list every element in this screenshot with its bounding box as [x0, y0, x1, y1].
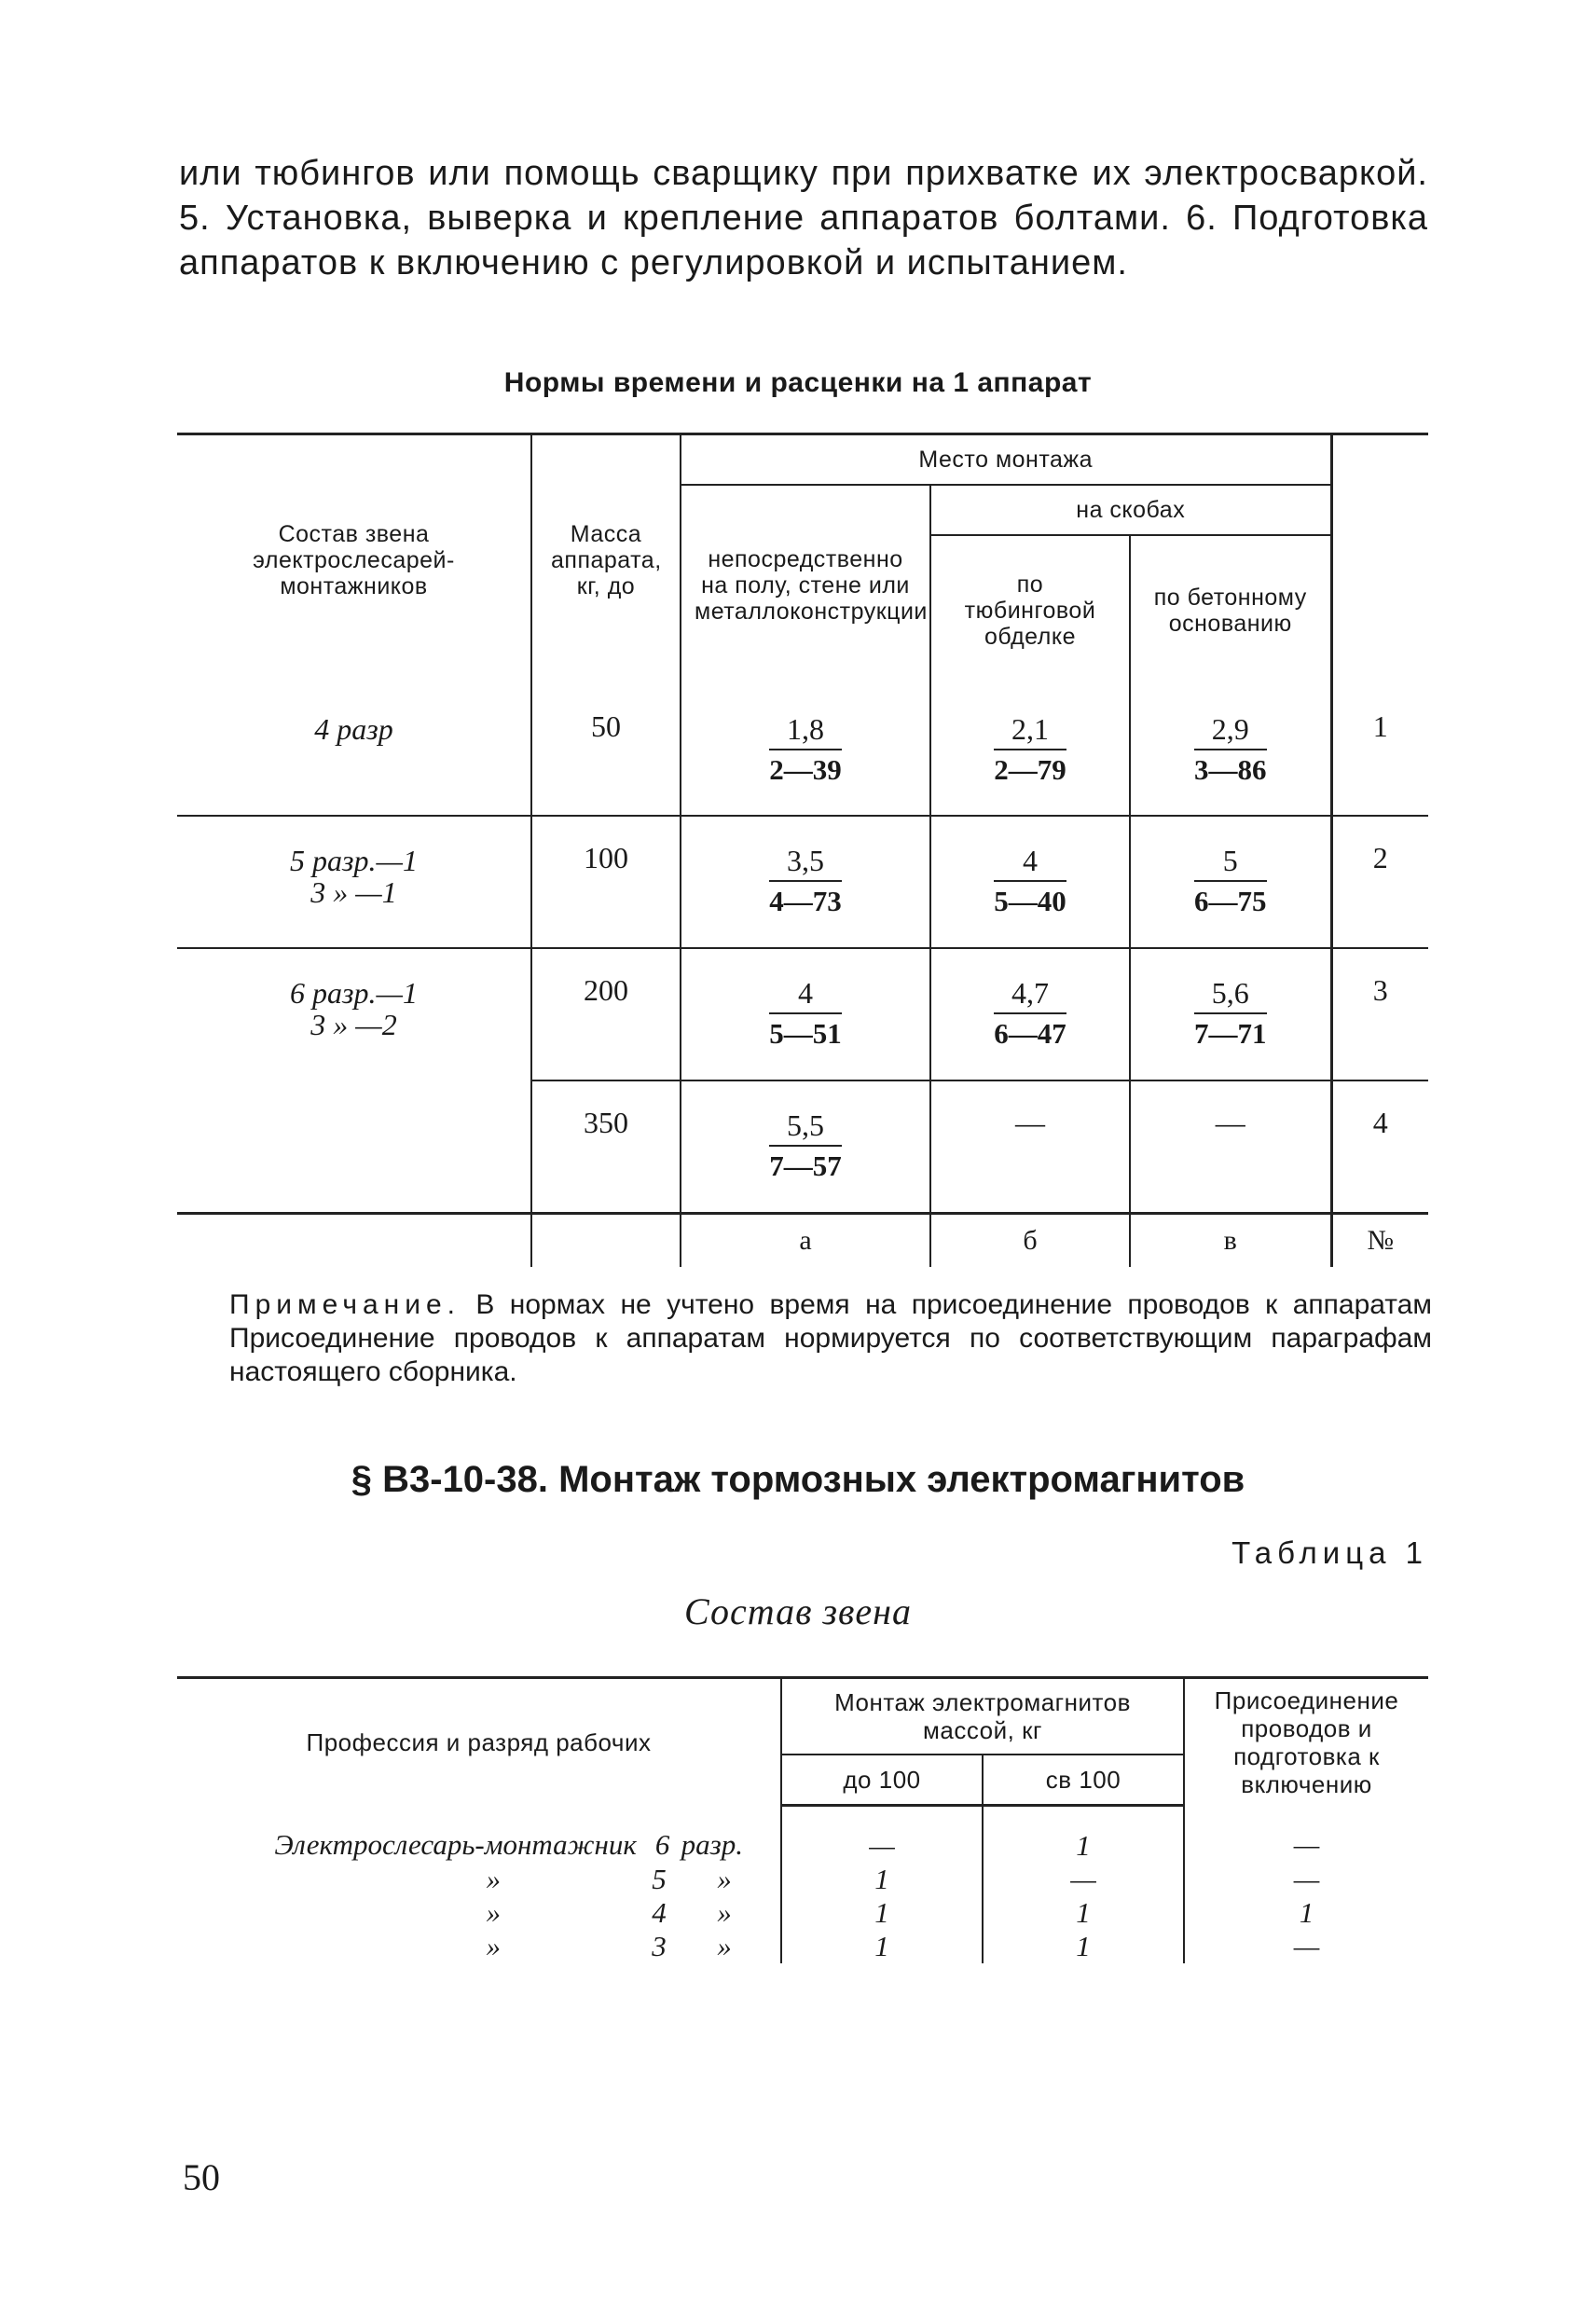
header-direct: непосредственно на полу, стене или металлоконструкции [681, 485, 930, 685]
table-caption: Состав звена [683, 1590, 912, 1632]
norm-concrete-cell: $\frac{5,6}{7—71}$ [1130, 948, 1331, 1080]
column-letter-a: а [681, 1213, 930, 1267]
norm-concrete-cell: — [1130, 1080, 1331, 1213]
row-number-cell: 2 [1331, 816, 1428, 948]
section-heading: § В3-10-38. Монтаж тормозных электромагнитов [351, 1459, 1245, 1500]
header-concrete: по бетонному основанию [1130, 535, 1331, 685]
norms-footer-row [177, 1213, 1428, 1267]
over-100-cell: 1 [983, 1896, 1184, 1930]
header-num-blank [1331, 434, 1428, 686]
profession-cell: » 4 » [486, 1896, 732, 1929]
norm-tubing-cell: $\frac{4,7}{6—47}$ [930, 948, 1130, 1080]
intro-paragraph: или тюбингов или помощь сварщику при прихватке их электросваркой. 5. Установка, выверка и крепление аппаратов болтами. 6. Подготовка аппаратов к включению с регулировкой и испытанием. [179, 154, 1428, 282]
header-brackets: на скобах [930, 485, 1331, 535]
upto-100-cell: 1 [781, 1863, 983, 1896]
connection-cell: — [1184, 1806, 1428, 1864]
header-crew: Состав звена электрослесарей-монтажников [177, 434, 531, 686]
crew-cell: 4 разр [177, 685, 531, 816]
norm-tubing-cell: $\frac{2,1}{2—79}$ [930, 685, 1130, 816]
mass-cell: 200 [531, 948, 681, 1080]
mass-cell: 100 [531, 816, 681, 948]
norms-row [177, 685, 1428, 816]
profession-cell: » 5 » [486, 1863, 732, 1895]
profession-cell: » 3 » [486, 1930, 732, 1962]
norms-row [177, 816, 1428, 948]
note-lead: Примечание. [229, 1289, 461, 1320]
norms-table-title: Нормы времени и расценки на 1 аппарат [503, 367, 1093, 398]
norm-direct-cell: $\frac{5,5}{7—57}$ [681, 1080, 930, 1213]
crew-row [177, 1896, 1428, 1930]
header-connection: Присоединение проводов и подготовка к включению [1184, 1678, 1428, 1806]
norm-concrete-cell: $\frac{2,9}{3—86}$ [1130, 685, 1331, 816]
crew-row [177, 1863, 1428, 1896]
over-100-cell: 1 [983, 1930, 1184, 1963]
row-number-cell: 1 [1331, 685, 1428, 816]
norm-direct-cell: $\frac{4}{5—51}$ [681, 948, 930, 1080]
connection-cell: 1 [1184, 1896, 1428, 1930]
row-number-cell: 3 [1331, 948, 1428, 1080]
norm-direct-cell: $\frac{3,5}{4—73}$ [681, 816, 930, 948]
mass-cell: 50 [531, 685, 681, 816]
norm-tubing-cell: $\frac{4}{5—40}$ [930, 816, 1130, 948]
norms-row [177, 948, 1428, 1080]
upto-100-cell: 1 [781, 1896, 983, 1930]
header-mass: Масса аппарата, кг, до [531, 434, 681, 686]
row-number-cell: 4 [1331, 1080, 1428, 1213]
crew-table [177, 1676, 1428, 1963]
norm-tubing-cell: — [930, 1080, 1130, 1213]
norm-direct-cell: $\frac{1,8}{2—39}$ [681, 685, 930, 816]
crew-cell: 6 разр.—1 3 » —2 [290, 976, 418, 1041]
header-place: Место монтажа [681, 434, 1331, 486]
column-letter-c: в [1130, 1213, 1331, 1267]
crew-row [177, 1806, 1428, 1864]
connection-cell: — [1184, 1930, 1428, 1963]
norms-table [177, 433, 1428, 1267]
header-upto-100: до 100 [781, 1755, 983, 1806]
header-over-100: св 100 [983, 1755, 1184, 1806]
note-text: В нормах не учтено время на присоединение проводов к аппаратам Присоединение проводов к аппаратам нормируется по соответствующим параграфам настоящего сборника. [229, 1289, 1432, 1387]
table-note [229, 1288, 1432, 1389]
page-number: 50 [183, 2156, 220, 2198]
over-100-cell: — [983, 1863, 1184, 1896]
header-mounting: Монтаж электромагнитов массой, кг [781, 1678, 1184, 1755]
over-100-cell: 1 [983, 1806, 1184, 1864]
header-profession: Профессия и разряд рабочих [177, 1678, 781, 1806]
table-number-label: Таблица 1 [1231, 1535, 1428, 1570]
mass-cell: 350 [531, 1080, 681, 1213]
connection-cell: — [1184, 1863, 1428, 1896]
header-tubing: по тюбинговой обделке [930, 535, 1130, 685]
norm-concrete-cell: $\frac{5}{6—75}$ [1130, 816, 1331, 948]
column-number-sign: № [1331, 1213, 1428, 1267]
column-letter-b: б [930, 1213, 1130, 1267]
crew-row [177, 1930, 1428, 1963]
upto-100-cell: 1 [781, 1930, 983, 1963]
profession-cell: Электрослесарь-монтажник 6 разр. [274, 1828, 743, 1862]
crew-cell: 5 разр.—1 3 » —1 [177, 816, 531, 948]
upto-100-cell: — [781, 1806, 983, 1864]
